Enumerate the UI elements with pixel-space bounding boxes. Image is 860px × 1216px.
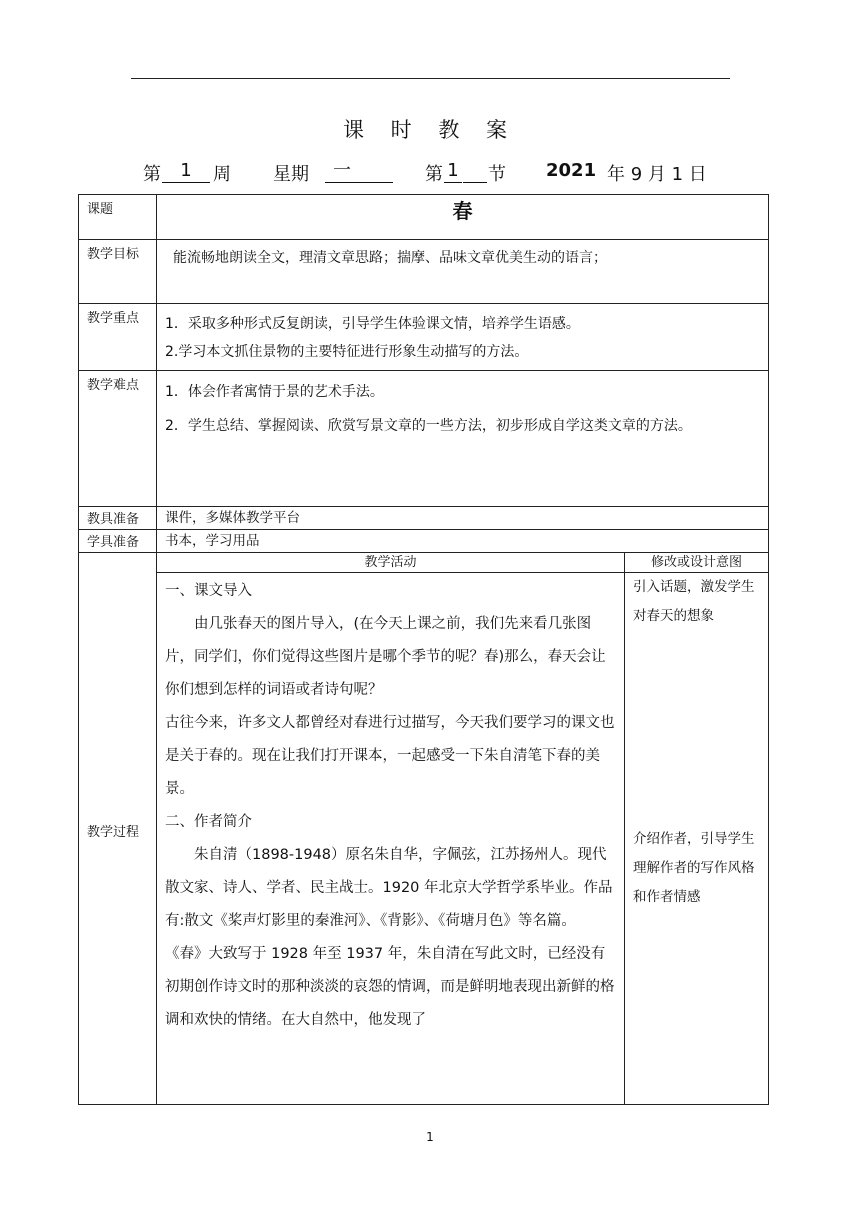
lesson-suffix: 节 xyxy=(488,164,506,185)
doc-title: 课 时 教 案 xyxy=(342,118,518,142)
key-point: 2.学习本文抓住景物的主要特征进行形象生动描写的方法。 xyxy=(165,344,529,360)
key-point: 1．采取多种形式反复朗读，引导学生体验课文情，培养学生语感。 xyxy=(165,316,580,332)
student-prep-value: 书本，学习用品 xyxy=(157,530,769,553)
key-points xyxy=(157,304,769,371)
note-intro: 引入话题，激发学生对春天的想象 xyxy=(633,579,755,624)
activity-content xyxy=(157,573,625,1105)
goal-text: 能流畅地朗读全文，理清文章思路；揣摩、品味文章优美生动的语言； xyxy=(173,250,607,266)
note-header: 修改或设计意图 xyxy=(625,553,769,573)
topic-label: 课题 xyxy=(79,195,157,240)
lesson-number: 1 xyxy=(444,160,462,183)
note-author: 介绍作者，引导学生理解作者的写作风格和作者情感 xyxy=(633,831,755,905)
activity-para: 《春》大致写于 1928 年至 1937 年，朱自清在写此文时，已经没有初期创作诗文时的那种淡淡的哀怨的情调，而是鲜明地表现出新鲜的格调和欢快的情绪。在大自然中，他发现了 xyxy=(165,946,615,1028)
week-prefix: 第 xyxy=(143,164,161,185)
weekday-value: 一 xyxy=(325,160,393,183)
activity-para: 朱自清（1898-1948）原名朱自华，字佩弦，江苏扬州人。现代散文家、诗人、学者、民主战士。1920 年北京大学哲学系毕业。作品有:散文《桨声灯影里的秦淮河》、《背影》、《荷塘月色》等名篇。 xyxy=(165,847,613,929)
activity-para: 由几张春天的图片导入，(在今天上课之前，我们先来看几张图片，同学们，你们觉得这些图片是哪个季节的呢？春)那么，春天会让你们想到怎样的词语或者诗句呢？ xyxy=(165,616,606,698)
date-rest: 年 9 月 1 日 xyxy=(607,164,707,185)
goal-label: 教学目标 xyxy=(79,240,157,304)
date-year: 2021 xyxy=(546,160,597,181)
page-number: 1 xyxy=(426,1130,434,1144)
goal-value xyxy=(157,240,769,304)
student-prep-label: 学具准备 xyxy=(79,530,157,553)
note-content xyxy=(625,573,769,1105)
header-rule xyxy=(131,78,730,79)
week-suffix: 周 xyxy=(213,164,231,185)
activity-header: 教学活动 xyxy=(157,553,625,573)
activity-para: 一、课文导入 xyxy=(165,583,252,599)
difficulty-point: 2．学生总结、掌握阅读、欣赏写景文章的一些方法，初步形成自学这类文章的方法。 xyxy=(165,418,692,434)
difficulty-label: 教学难点 xyxy=(79,371,157,507)
teacher-prep-label: 教具准备 xyxy=(79,507,157,530)
key-label: 教学重点 xyxy=(79,304,157,371)
lesson-plan-table xyxy=(78,194,769,1105)
teacher-prep-value: 课件，多媒体教学平台 xyxy=(157,507,769,530)
weekday-label: 星期 xyxy=(273,164,309,185)
difficulty-point: 1．体会作者寓情于景的艺术手法。 xyxy=(165,384,384,400)
process-label: 教学过程 xyxy=(79,553,157,1105)
lesson-prefix: 第 xyxy=(425,164,443,185)
activity-para: 二、作者简介 xyxy=(165,814,252,830)
topic-value: 春 xyxy=(157,195,769,240)
activity-para: 古往今来，许多文人都曾经对春进行过描写，今天我们要学习的课文也是关于春的。现在让我们打开课本，一起感受一下朱自清笔下春的美景。 xyxy=(165,715,615,797)
lesson-blank xyxy=(463,160,487,183)
difficulty-points xyxy=(157,371,769,507)
week-number: 1 xyxy=(162,160,210,183)
